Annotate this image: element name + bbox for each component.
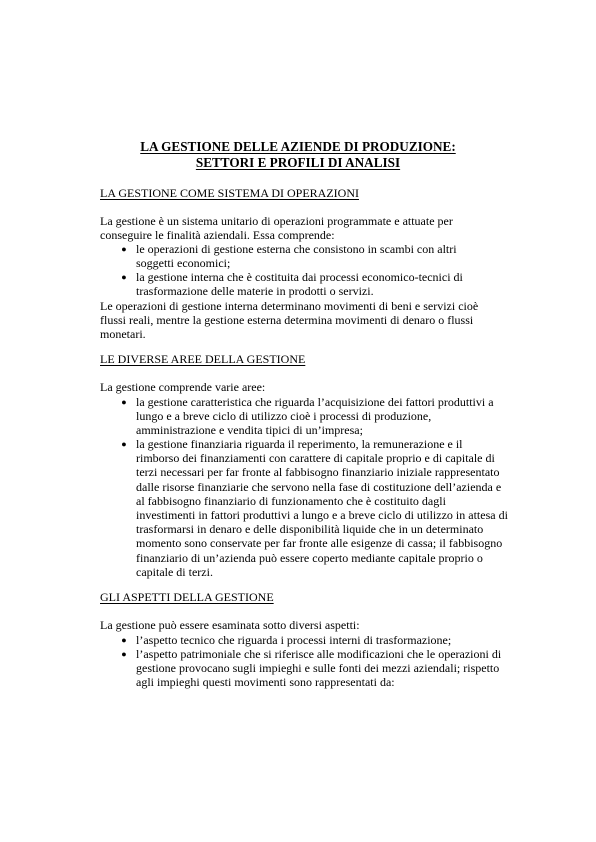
section-heading-aspetti-gestione: GLI ASPETTI DELLA GESTIONE: [100, 590, 274, 604]
section-2-bullet-2: la gestione finanziaria riguarda il reperimento, la remunerazione e il rimborso dei finanziamenti con carattere di capitale proprio e di capitale di terzi necessari per far fronte al fabbisogno finanziario iniziale rappresentato dalle risorse finanziarie che servono nella fase di costituzione dell’azienda e al fabbisogno finanziario di funzionamento che è costituito dagli investimenti in fattori produttivi a lungo e a breve ciclo di utilizzo in attesa di trasformarsi in denaro e delle disponibilità liquide che in un determinato momento sono conservate per far fronte alle esigenze di cassa; il fabbisogno finanziario di un’azienda può essere coperto mediante capitale proprio o capitale di terzi.: [136, 437, 508, 579]
section-1-outro: Le operazioni di gestione interna determinano movimenti di beni e servizi cioè flussi reali, mentre la gestione esterna determina movimenti di denaro o flussi monetari.: [100, 299, 479, 342]
section-3-intro: La gestione può essere esaminata sotto diversi aspetti:: [100, 618, 360, 632]
bullet-icon: ●: [121, 649, 127, 659]
bullet-icon: ●: [121, 439, 127, 449]
section-heading-sistema-operazioni: LA GESTIONE COME SISTEMA DI OPERAZIONI: [100, 186, 359, 200]
bullet-icon: ●: [121, 244, 127, 254]
bullet-icon: ●: [121, 397, 127, 407]
bullet-icon: ●: [121, 635, 127, 645]
document-title-line-1: LA GESTIONE DELLE AZIENDE DI PRODUZIONE:: [140, 139, 456, 154]
section-3-bullet-2: l’aspetto patrimoniale che si riferisce alle modificazioni che le operazioni di gestione provocano sugli impieghi e sulle fonti dei mezzi aziendali; rispetto agli impieghi questi movimenti sono rappresentati da:: [136, 647, 502, 690]
section-2-intro: La gestione comprende varie aree:: [100, 380, 266, 394]
section-1-bullet-2: la gestione interna che è costituita dai processi economico-tecnici di trasformazione delle materie in prodotti o servizi.: [136, 270, 463, 299]
section-heading-aree-gestione: LE DIVERSE AREE DELLA GESTIONE: [100, 352, 306, 366]
section-1-bullet-1: le operazioni di gestione esterna che consistono in scambi con altri soggetti economici;: [136, 242, 457, 271]
section-1-intro: La gestione è un sistema unitario di operazioni programmate e attuate per conseguire le finalità aziendali. Essa comprende:: [100, 214, 453, 243]
section-2-bullet-1: la gestione caratteristica che riguarda l’acquisizione dei fattori produttivi a lungo e a breve ciclo di utilizzo cioè i processi di produzione, amministrazione e vendita tipici di un’impresa;: [136, 395, 494, 438]
bullet-icon: ●: [121, 272, 127, 282]
section-3-bullet-1: l’aspetto tecnico che riguarda i processi interni di trasformazione;: [136, 633, 452, 647]
document-title-line-2: SETTORI E PROFILI DI ANALISI: [195, 155, 401, 170]
